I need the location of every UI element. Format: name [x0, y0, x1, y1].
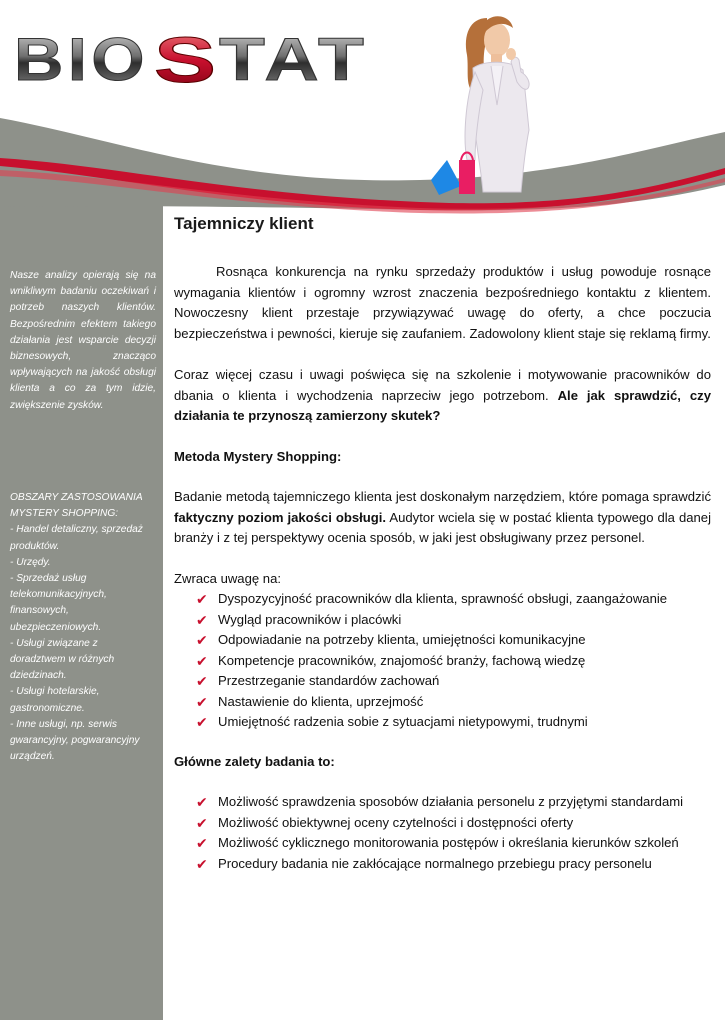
check-icon: ✔: [196, 836, 208, 852]
advantage-item-text: Możliwość sprawdzenia sposobów działania personelu z przyjętymi standardami: [218, 794, 684, 809]
advantage-item: [196, 854, 711, 875]
sidebar-area-item: - Inne usługi, np. serwis gwarancyjny, pogwarancyjny urządzeń.: [10, 718, 140, 763]
advantage-item-text: Możliwość obiektywnej oceny czytelności i dostępności oferty: [218, 814, 574, 830]
sidebar-areas-heading: OBSZARY ZASTOSOWANIA MYSTERY SHOPPING:: [10, 492, 143, 520]
attention-item-text: Wygląd pracowników i placówki: [218, 611, 402, 627]
attention-item: [196, 692, 711, 713]
check-icon: ✔: [196, 795, 208, 811]
biostat-logo: [14, 30, 374, 92]
intro-paragraph: Rosnąca konkurencja na rynku sprzedaży produktów i usług powoduje rosnące wymagania klientów i ogromny wzrost znaczenia bezpośredniego kontaktu z klientem. Nowoczesny klient przestaje przywiązywać uwagę do oferty, a chce poczucia bezpieczeństwa i pewności, kieruje się zaufaniem. Zadowolony klient staje się reklamą firmy.: [174, 264, 711, 341]
method-paragraph: [174, 487, 711, 549]
page-title: Tajemniczy klient: [174, 214, 314, 233]
attention-intro: Zwraca uwagę na:: [174, 570, 281, 586]
check-icon: ✔: [196, 815, 208, 832]
shopper-woman-image: [425, 10, 555, 195]
sidebar-area-item: - Usługi hotelarskie, gastronomiczne.: [10, 686, 100, 714]
question-paragraph-text: Coraz więcej czasu i uwagi poświęca się na szkolenie i motywowanie pracowników do dbania o klienta i wychodzenia naprzeciw jego potrzebom.: [174, 367, 711, 403]
attention-item: [196, 630, 711, 651]
attention-item-text: Przestrzeganie standardów zachowań: [218, 673, 440, 688]
logo-text-right: TAT: [219, 30, 369, 92]
advantage-item: [196, 833, 711, 854]
check-icon: ✔: [196, 694, 208, 711]
advantages-heading: Główne zalety badania to:: [174, 753, 335, 769]
sidebar-intro-text: Nasze analizy opierają się na wnikliwym badaniu oczekiwań i potrzeb naszych klientów. Bezpośrednim efektem takiego działania jest wsparcie decyzji biznesowych, znacząco wpływających na jakość obsługi klienta a co za tym idzie, zwiększenie zysków.: [10, 270, 156, 411]
attention-item-text: Kompetencje pracowników, znajomość branży, fachową wiedzę: [218, 652, 586, 668]
attention-item-text: Dyspozycyjność pracowników dla klienta, sprawność obsługi, zaangażowanie: [218, 591, 668, 606]
sidebar-area-item: - Handel detaliczny, sprzedaż produktów.: [10, 524, 143, 552]
attention-item: [196, 671, 711, 692]
attention-item: [196, 610, 711, 631]
sidebar-area-item: - Urzędy.: [10, 556, 51, 568]
check-icon: ✔: [196, 674, 208, 690]
advantage-item-text: Procedury badania nie zakłócające normalnego przebiegu pracy personelu: [218, 855, 652, 871]
logo-text-left: BIO: [14, 30, 149, 92]
advantage-item-text: Możliwość cyklicznego monitorowania postępów i określania kierunków szkoleń: [218, 835, 679, 850]
method-paragraph-bold: faktyczny poziom jakości obsługi.: [174, 509, 387, 525]
sidebar-areas: [10, 490, 156, 765]
main-content: [174, 210, 711, 874]
sidebar-area-item: - Usługi związane z doradztwem w różnych dziedzinach.: [10, 637, 115, 682]
attention-item: [196, 712, 711, 733]
attention-list: [174, 589, 711, 733]
advantage-item: [196, 813, 711, 834]
header-swoosh: [0, 110, 725, 220]
check-icon: ✔: [196, 856, 208, 873]
method-paragraph-text-a: Badanie metodą tajemniczego klienta jest doskonałym narzędziem, które pomaga sprawdzić: [174, 489, 711, 504]
sidebar-area-item: - Sprzedaż usług telekomunikacyjnych, finansowych, ubezpieczeniowych.: [10, 573, 107, 633]
attention-item: [196, 589, 711, 610]
method-paragraph-text-b: Audytor wciela się w postać klienta typowego dla danej branży i z tej perspektywy ocenia sposób, w jaki jest obsługiwany przez personel.: [174, 509, 711, 545]
check-icon: ✔: [196, 715, 208, 731]
check-icon: ✔: [196, 633, 208, 649]
question-paragraph-bold: Ale jak sprawdzić, czy działania te przynoszą zamierzony skutek?: [174, 387, 711, 423]
check-icon: ✔: [196, 612, 208, 629]
question-paragraph: [174, 365, 711, 427]
check-icon: ✔: [196, 592, 208, 608]
sidebar-areas-list: [10, 522, 156, 765]
attention-item: [196, 651, 711, 672]
attention-item-text: Odpowiadanie na potrzeby klienta, umiejętności komunikacyjne: [218, 632, 586, 647]
advantage-item: [196, 792, 711, 813]
logo-text-s: S: [154, 30, 216, 92]
method-heading: Metoda Mystery Shopping:: [174, 448, 342, 464]
attention-item-text: Nastawienie do klienta, uprzejmość: [218, 693, 424, 709]
attention-item-text: Umiejętność radzenia sobie z sytuacjami nietypowymi, trudnymi: [218, 714, 588, 729]
advantages-list: [174, 792, 711, 874]
check-icon: ✔: [196, 653, 208, 670]
